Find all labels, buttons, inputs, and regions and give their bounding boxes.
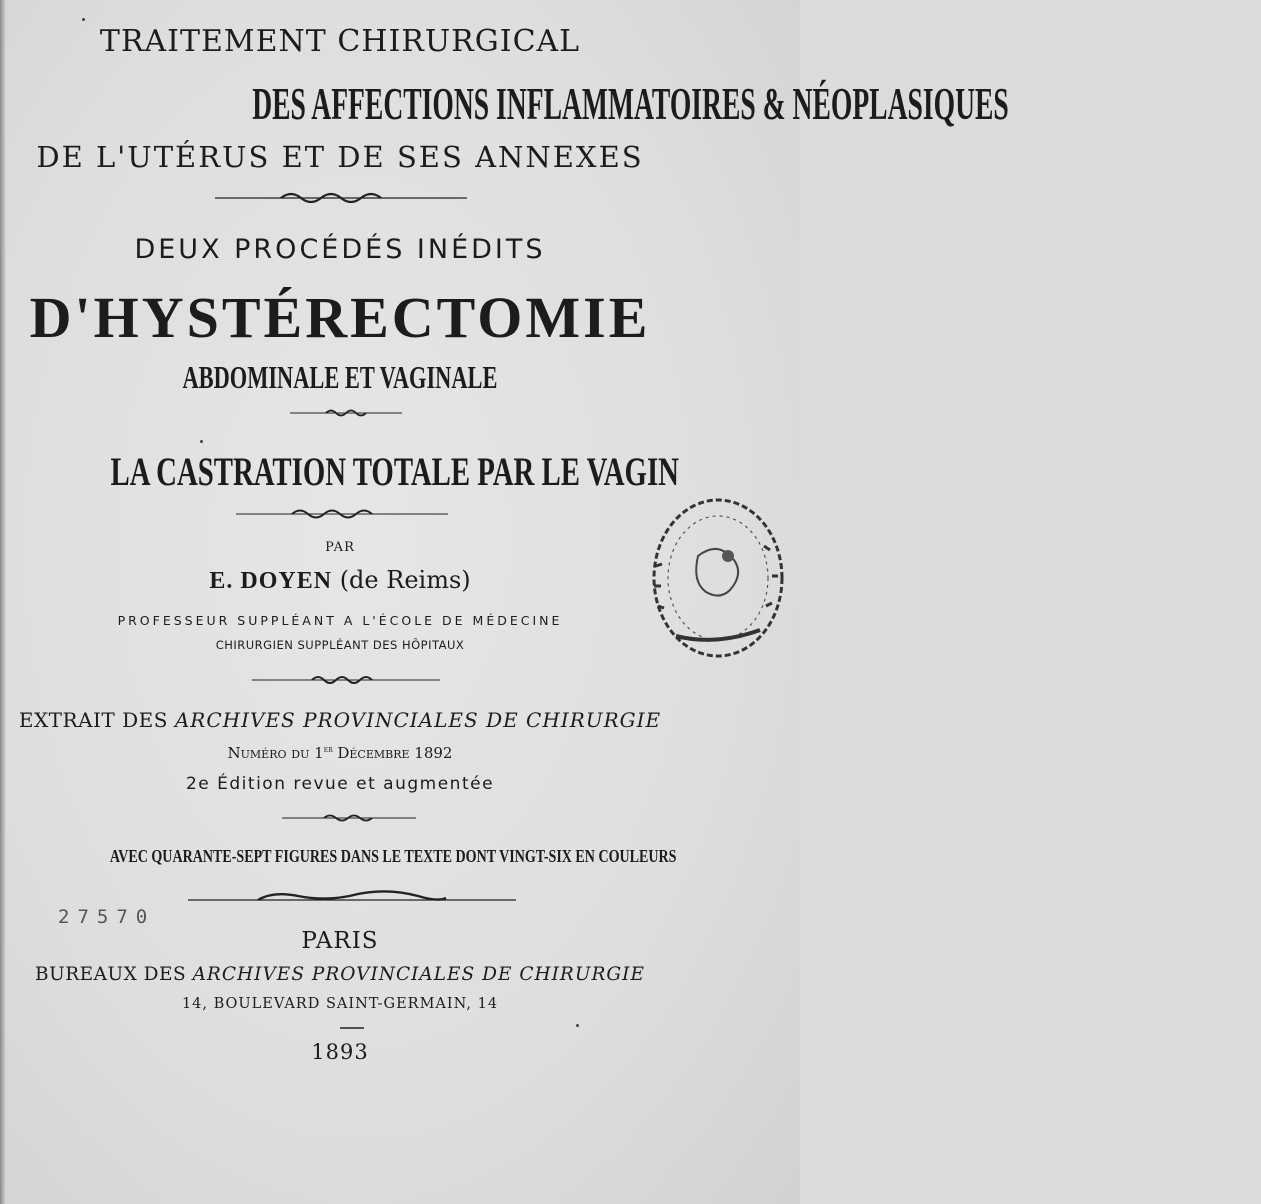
author-role-2: CHIRURGIEN SUPPLÉANT DES HÔPITAUX: [215, 638, 465, 652]
title-line-2: DES AFFECTIONS INFLAMMATOIRES & NÉOPLASIQUES: [252, 78, 1009, 129]
extract-prefix: EXTRAIT DES: [18, 708, 168, 732]
author-line: [0, 566, 680, 595]
extract-journal: ARCHIVES PROVINCIALES DE CHIRURGIE: [174, 708, 662, 732]
publisher-journal: ARCHIVES PROVINCIALES DE CHIRURGIE: [192, 964, 645, 985]
issue-date-start: Numéro du 1: [227, 744, 324, 762]
author-by: PAR: [325, 540, 355, 555]
issue-line: [0, 744, 680, 762]
library-seal-stamp: [636, 496, 788, 666]
subtitle-line-1: DEUX PROCÉDÉS INÉDITS: [134, 234, 546, 265]
imprint-city: PARIS: [301, 928, 379, 954]
imprint-address: 14, BOULEVARD SAINT-GERMAIN, 14: [181, 996, 499, 1012]
issue-date-sup: er: [323, 745, 333, 755]
issue-date-end: Décembre 1892: [332, 744, 453, 762]
subtitle-line-3: ABDOMINALE ET VAGINALE: [182, 359, 498, 395]
subtitle-line-4: LA CASTRATION TOTALE PAR LE VAGIN: [110, 449, 679, 494]
ornament-rule-2: [290, 406, 402, 420]
page-edge-shadow: [0, 0, 6, 1204]
short-rule: [340, 1026, 364, 1030]
extract-line: [0, 708, 680, 732]
subtitle-main: D'HYSTÉRECTOMIE: [29, 285, 651, 350]
ornament-rule-1: [215, 188, 467, 208]
author-role-1: PROFESSEUR SUPPLÉANT A L'ÉCOLE DE MÉDECINE: [117, 613, 563, 628]
publisher-prefix: BUREAUX DES: [35, 964, 187, 985]
imprint-publisher: [0, 964, 680, 985]
author-origin: (de Reims): [339, 566, 471, 594]
imprint-year: 1893: [311, 1040, 369, 1064]
ornament-rule-5: [282, 811, 416, 825]
library-stamp-number: 27570: [58, 906, 156, 928]
title-line-1: TRAITEMENT CHIRURGICAL: [99, 24, 581, 59]
ornament-rule-4: [252, 672, 440, 688]
ornament-rule-3: [236, 505, 448, 523]
figures-line: AVEC QUARANTE-SEPT FIGURES DANS LE TEXTE DONT VINGT-SIX EN COULEURS: [109, 846, 677, 866]
edition-line: 2e Édition revue et augmentée: [185, 774, 495, 794]
title-line-3: DE L'UTÉRUS ET DE SES ANNEXES: [36, 140, 644, 174]
ornament-rule-6: [188, 890, 516, 910]
author-name: E. DOYEN: [209, 568, 333, 594]
